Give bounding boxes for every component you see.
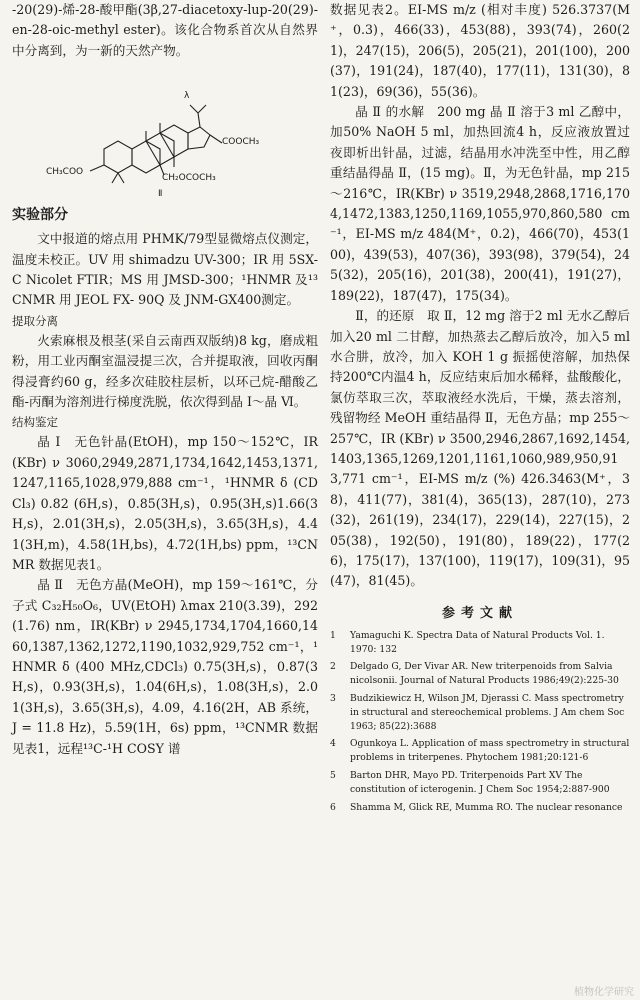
- references-list: [330, 629, 630, 815]
- structure-label-ch2ococh3: CH₂OCOCH₃: [162, 173, 216, 184]
- reference-text: Barton DHR, Mayo PD. Triterpenoids Part XV The constitution of icterogenin. J Chem Soc 1954;2:887-900: [350, 769, 610, 795]
- reference-number: 5: [330, 769, 336, 781]
- watermark: 植物化学研究: [574, 987, 634, 998]
- reference-number: 3: [330, 692, 336, 704]
- left-column: [12, 0, 318, 759]
- section-title-experimental: 实验部分: [12, 207, 68, 224]
- instruments-paragraph: 文中报道的熔点用 PHMK/79型显微熔点仪测定，温度未校正。UV 用 shimadzu UV-300；IR 用 5SX- C Nicolet FTIR；MS 用 JMSD-300；¹HNMR 及¹³ CNMR 用 JEOL FX- 90Q 及 JNM-GX400测定。: [12, 231, 318, 308]
- reference-number: 1: [330, 629, 336, 641]
- hydrolysis-paragraph: 晶 Ⅱ 的水解 200 mg 晶 Ⅱ 溶于3 ml 乙醇中，加50% NaOH 5 ml，加热回流4 h，反应液放置过夜即析出针晶，过滤，结晶用水冲洗至中性，用乙醇重结晶得晶 Ⅱ，(15 mg)。Ⅱ，为无色针晶，mp 215～216℃，IR(KBr) ν 3519,2948,2868,1716,1704,1472,1383,1250,1169,1055,970,860,580 cm⁻¹，EI-MS m/z 484(M⁺，0.2)，466(70)，453(100)，439(53)，407(36)，393(98)，379(54)，245(32)，205(16)，201(38)，200(41)，191(27)，189(22)，187(47)，175(34)。: [330, 104, 630, 303]
- crystal-2-paragraph: 晶 Ⅱ 无色方晶(MeOH)，mp 159～161℃，分子式 C₃₂H₅₀O₆，UV(EtOH) λmax 210(3.39)，292(1.76) nm，IR(KBr) ν 2945,1734,1704,1660,1460,1387,1362,1272,1190,1032,929,752 cm⁻¹，¹HNMR δ (400 MHz,CDCl₃) 0.75(3H,s)，0.87(3H,s)，0.93(3H,s)，1.04(6H,s)，1.08(3H,s)，2.01(3H,s)，3.65(3H,s)，4.09，4.16(2H，AB 系统，J = 11.8 Hz)，5.59(1H，6s) ppm，¹³CNMR 数据见表1，远程¹³C-¹H COSY 谱: [12, 577, 318, 756]
- crystal-1-paragraph: 晶 Ⅰ 无色针晶(EtOH)，mp 150～152℃，IR(KBr) ν 3060,2949,2871,1734,1642,1453,1371,1247,1165,1028,979,888 cm⁻¹，¹HNMR δ (CDCl₃) 0.82 (6H,s)，0.85(3H,s)，0.95(3H,s)1.66(3H,s)，2.01(3H,s)，2.05(3H,s)，3.65(3H,s)，4.41(3H,m)，4.58(1H,bs)，4.72(1H,bs) ppm，¹³CNMR 数据见表1。: [12, 434, 318, 572]
- reference-item: [330, 660, 630, 688]
- references-title: 参考文献: [441, 605, 518, 621]
- extraction-paragraph: 火索麻根及根茎(采自云南西双版纳)8 kg，磨成粗粉，用工业丙酮室温浸提三次，合并提取液，回收丙酮得浸膏约60 g，经多次硅胶柱层析，以环己烷-醋酸乙酯-丙酮为溶剂进行梯度洗脱，依次得到晶 Ⅰ～晶 Ⅵ。: [12, 332, 318, 410]
- reference-text: Delgado G, Der Vivar AR. New triterpenoids from Salvia nicolsonii. Journal of Natural Products 1986;49(2):225-30: [350, 661, 619, 687]
- reference-item: [330, 692, 630, 733]
- crystal-2-continued-paragraph: 数据见表2。EI-MS m/z (相对丰度) 526.3737(M⁺，0.3)，466(33)，453(88)，393(74)，260(21)，247(15)，206(5)，205(21)，201(100)，200(37)，191(24)，187(40)，177(11)，131(30)，81(23)，69(36)，55(36)。: [330, 2, 630, 99]
- reference-number: 4: [330, 738, 336, 750]
- structure-compound-number: Ⅱ: [158, 189, 163, 200]
- subsection-title-extraction: 提取分离: [12, 313, 58, 328]
- right-column: [330, 0, 630, 818]
- subsection-title-identification: 结构鉴定: [12, 415, 58, 430]
- reference-item: [330, 769, 630, 797]
- reduction-paragraph: Ⅱ，的还原 取 Ⅱ，12 mg 溶于2 ml 无水乙醇后加入20 ml 二甘醇，加热蒸去乙醇后放冷，加入5 ml 水合肼，放冷，加入 KOH 1 g 振摇使溶解，加热保持200℃内温4 h，反应结束后加水稀释，盐酸酸化，氯仿萃取三次，萃取液经水洗后，干燥，蒸去溶剂，残留物经 MeOH 重结晶得 Ⅱ，无色方晶；mp 255～257℃，IR (KBr) ν 3500,2946,2867,1692,1454,1403,1365,1269,1201,1161,1060,989,950,913,771 cm⁻¹，EI-MS m/z (%) 426.3463(M⁺，38)，411(77)，381(4)，365(13)，287(10)，273(32)，261(19)，234(17)，229(14)，227(15)，205(38)，192(50)，191(80)，189(22)，177(26)，175(17)，137(100)，119(17)，109(31)，95(47)，81(45)。: [330, 308, 630, 589]
- intro-paragraph: -20(29)-烯-28-酸甲酯(3β,27-diacetoxy-lup-20(29)-en-28-oic-methyl ester)。该化合物系首次从自然界中分离到，为一新的天然产物。: [12, 2, 318, 58]
- reference-text: Budzikiewicz H, Wilson JM, Djerassi C. Mass spectrometry in structural and stereochemical problems. J Am chem Soc 1963; 85(22):3688: [350, 692, 625, 732]
- structure-label-cooch3: COOCH₃: [222, 137, 260, 148]
- structure-label-ch3coo: CH₃COO: [46, 167, 84, 178]
- structure-label-top: λ: [184, 91, 190, 102]
- reference-item: [330, 629, 630, 657]
- structure-figure: [12, 61, 318, 201]
- reference-item: [330, 801, 630, 815]
- reference-item: [330, 737, 630, 765]
- reference-number: 6: [330, 801, 336, 813]
- reference-number: 2: [330, 661, 336, 673]
- reference-text: Yamaguchi K. Spectra Data of Natural Products Vol. 1. 1970: 132: [350, 629, 605, 655]
- reference-text: Shamma M, Glick RE, Mumma RO. The nuclear resonance: [350, 801, 623, 813]
- reference-text: Ogunkoya L. Application of mass spectrometry in structural problems in triterpenes. Phytochem 1981;20:121-6: [350, 738, 630, 764]
